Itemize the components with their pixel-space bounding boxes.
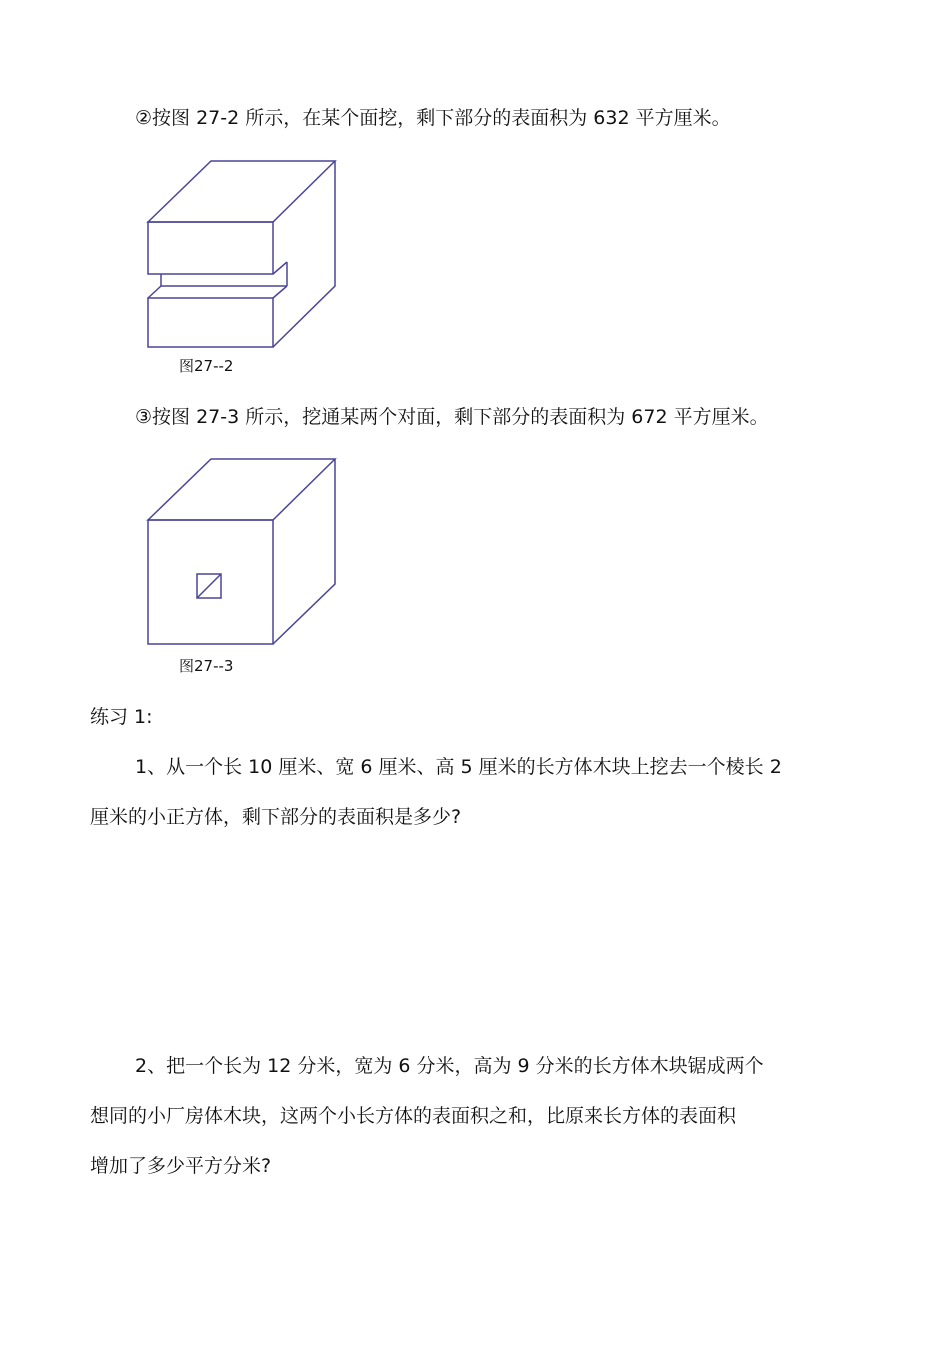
practice-heading: 练习 1: bbox=[90, 706, 153, 728]
statement-3: ③按图 27-3 所示，挖通某两个对面，剩下部分的表面积为 672 平方厘米。 bbox=[135, 406, 769, 428]
figure-27-2-slot-cube bbox=[140, 155, 345, 355]
figure-27-2-caption: 图27--2 bbox=[179, 357, 234, 375]
question-2-line-3: 增加了多少平方分米? bbox=[90, 1155, 272, 1177]
question-1-line-1: 1、从一个长 10 厘米、宽 6 厘米、高 5 厘米的长方体木块上挖去一个棱长 2 bbox=[135, 756, 782, 778]
statement-2: ②按图 27-2 所示，在某个面挖，剩下部分的表面积为 632 平方厘米。 bbox=[135, 107, 731, 129]
question-2-line-1: 2、把一个长为 12 分米，宽为 6 分米，高为 9 分米的长方体木块锯成两个 bbox=[135, 1055, 764, 1077]
question-1-line-2: 厘米的小正方体，剩下部分的表面积是多少? bbox=[90, 806, 462, 828]
figure-27-3-hole-cube bbox=[140, 452, 345, 652]
question-2-line-2: 想同的小厂房体木块，这两个小长方体的表面积之和，比原来长方体的表面积 bbox=[90, 1105, 737, 1127]
figure-27-3-caption: 图27--3 bbox=[179, 657, 234, 675]
